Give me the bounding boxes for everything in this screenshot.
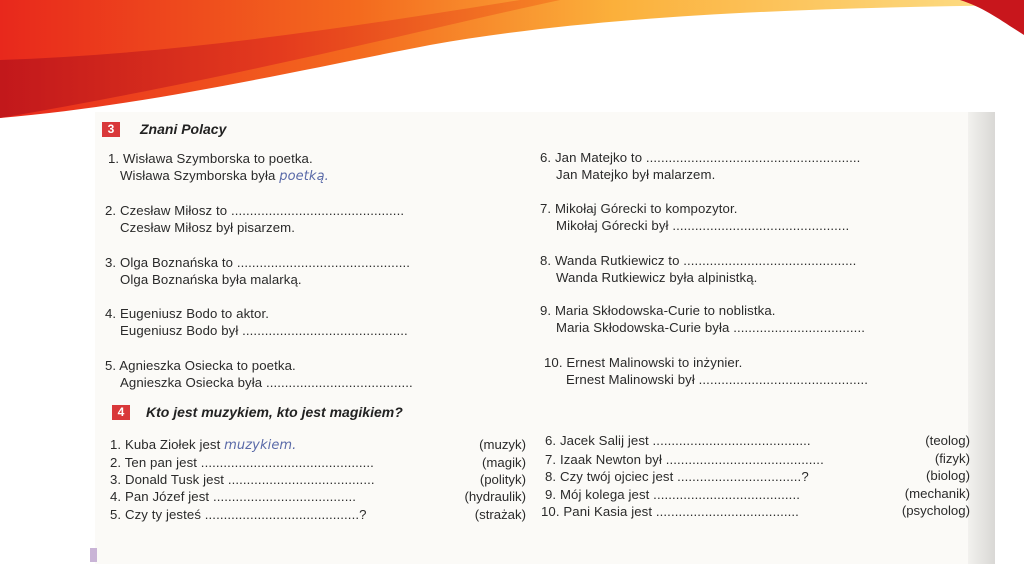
hint: (mechanik) xyxy=(904,486,970,501)
section-title-4: Kto jest muzykiem, kto jest magikiem? xyxy=(146,404,403,420)
exercise-line: Olga Boznańska była malarką. xyxy=(120,272,302,287)
exercise-line: Jan Matejko był malarzem. xyxy=(556,167,716,182)
handwritten-answer: muzykiem. xyxy=(224,438,297,453)
exercise-line: 8. Czy twój ojciec jest .................................? xyxy=(545,469,809,484)
exercise-text: Wisława Szymborska była xyxy=(120,168,280,183)
exercise-text: 1. Kuba Ziołek jest xyxy=(110,437,225,452)
hint: (biolog) xyxy=(926,468,970,483)
exercise-line: 10. Ernest Malinowski to inżynier. xyxy=(544,355,743,370)
section-number-4: 4 xyxy=(112,405,130,420)
exercise-line: 4. Eugeniusz Bodo to aktor. xyxy=(105,306,269,321)
exercise-line: Maria Skłodowska-Curie była ................................... xyxy=(556,320,865,335)
exercise-line: Eugeniusz Bodo był ............................................ xyxy=(120,323,408,338)
page-edge-shadow xyxy=(968,112,995,564)
exercise-line: 10. Pani Kasia jest ...................................... xyxy=(541,504,799,519)
section-title-3: Znani Polacy xyxy=(140,121,227,137)
exercise-line: 7. Mikołaj Górecki to kompozytor. xyxy=(540,201,738,216)
slide-marker xyxy=(90,548,97,562)
exercise-line xyxy=(110,437,296,453)
exercise-line: 8. Wanda Rutkiewicz to .............................................. xyxy=(540,253,857,268)
section-number-3: 3 xyxy=(102,122,120,137)
exercise-line: 5. Czy ty jesteś .........................................? xyxy=(110,507,367,522)
exercise-line: 4. Pan Józef jest ...................................... xyxy=(110,489,356,504)
exercise-line: 9. Mój kolega jest ....................................... xyxy=(545,487,800,502)
exercise-line: Wanda Rutkiewicz była alpinistką. xyxy=(556,270,758,285)
hint: (hydraulik) xyxy=(464,489,526,504)
exercise-line: 6. Jacek Salij jest .......................................... xyxy=(545,433,811,448)
hint: (magik) xyxy=(482,455,526,470)
exercise-line xyxy=(120,168,329,184)
hint: (teolog) xyxy=(925,433,970,448)
hint: (psycholog) xyxy=(901,503,970,518)
exercise-line: Czesław Miłosz był pisarzem. xyxy=(120,220,296,235)
exercise-line: Mikołaj Górecki był ............................................... xyxy=(556,218,850,233)
exercise-line: 3. Olga Boznańska to .............................................. xyxy=(105,255,410,270)
hint: (muzyk) xyxy=(479,437,526,452)
hint: (strażak) xyxy=(474,507,526,522)
exercise-line: 3. Donald Tusk jest ....................................... xyxy=(110,472,375,487)
hint: (polityk) xyxy=(479,472,526,487)
exercise-line: 2. Ten pan jest .............................................. xyxy=(110,455,374,470)
exercise-line: 9. Maria Skłodowska-Curie to noblistka. xyxy=(540,303,776,318)
exercise-line: 2. Czesław Miłosz to .............................................. xyxy=(105,203,405,218)
exercise-line: 5. Agnieszka Osiecka to poetka. xyxy=(105,358,296,373)
handwritten-answer: poetką. xyxy=(279,169,329,184)
hint: (fizyk) xyxy=(934,451,970,466)
exercise-line: Agnieszka Osiecka była ....................................... xyxy=(120,375,413,390)
exercise-line: 7. Izaak Newton był .......................................... xyxy=(545,452,824,467)
exercise-line: 6. Jan Matejko to ......................................................... xyxy=(540,150,861,165)
exercise-line: 1. Wisława Szymborska to poetka. xyxy=(108,151,313,166)
decorative-swoosh xyxy=(0,0,1024,130)
exercise-line: Ernest Malinowski był ............................................. xyxy=(566,372,869,387)
